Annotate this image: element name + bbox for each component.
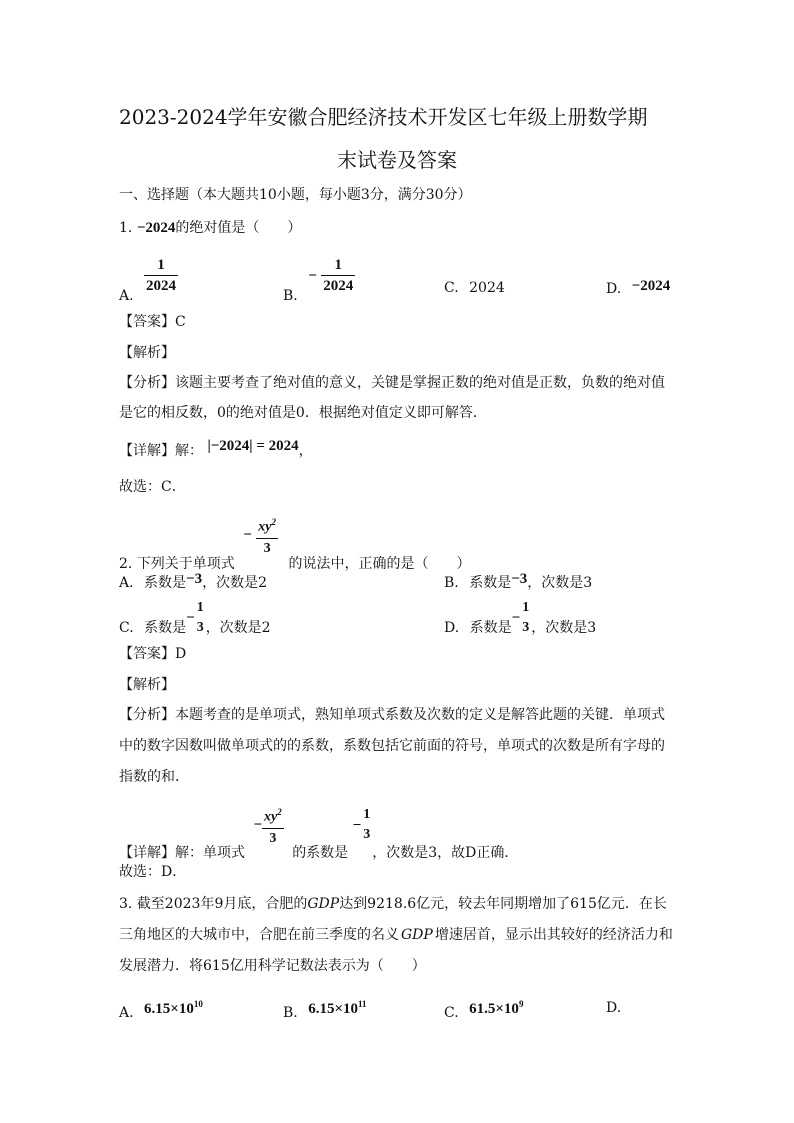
- question-3-line2: [119, 925, 673, 945]
- option-a: [119, 255, 178, 304]
- fraction: [321, 255, 355, 296]
- minus-sign: −: [243, 527, 252, 544]
- minus-sign: −: [511, 610, 521, 626]
- analysis-heading-2: 【解析】: [119, 677, 175, 693]
- question-text: 达到9218.6亿元，较去年同期增加了615亿元．在长: [339, 896, 667, 912]
- analysis-2-line2: 中的数字因数叫做单项式的的系数，系数包括它前面的符号，单项式的次数是所有字母的: [119, 738, 665, 754]
- option-label: D.: [606, 281, 622, 297]
- question-text: 增速居首，显示出其较好的经济活力和: [434, 927, 673, 943]
- option-label: C.: [119, 620, 134, 636]
- analysis-1: [119, 373, 665, 393]
- analysis-text: 该题主要考查了绝对值的意义，关键是掌握正数的绝对值是正数，负数的绝对值: [175, 375, 665, 391]
- numerator: 1: [196, 600, 204, 615]
- fraction: [144, 255, 178, 296]
- denominator: 2024: [144, 275, 178, 296]
- option-text: 系数是: [469, 575, 512, 591]
- option-text: 系数是: [144, 575, 187, 591]
- detail-tag: 【详解】: [119, 443, 175, 459]
- section-heading: 一、选择题（本大题共10小题，每小题3分，满分30分）: [119, 187, 472, 203]
- conclusion-1: 故选：C．: [119, 479, 186, 495]
- page-title-line1: 2023-2024学年安徽合肥经济技术开发区七年级上册数学期: [119, 105, 648, 129]
- minus-sign: −: [186, 610, 195, 626]
- gdp-term: GDP: [401, 927, 433, 943]
- minus-sign: −: [308, 267, 317, 284]
- question-text: 下列关于单项式: [136, 556, 235, 573]
- fraction: [262, 802, 284, 849]
- question-number: 1.: [119, 220, 133, 236]
- option-label: C.: [444, 280, 459, 296]
- fraction: [520, 598, 531, 638]
- analysis-heading-1: 【解析】: [119, 345, 175, 361]
- analysis-tag: 【分析】: [119, 707, 175, 723]
- fraction: [195, 598, 206, 638]
- denominator: 3: [522, 620, 530, 635]
- question-text: 截至2023年9月底，合肥的: [136, 896, 308, 912]
- option-a: [119, 573, 267, 593]
- option-text: 系数是: [469, 620, 512, 636]
- detail-text: 的系数是: [292, 845, 349, 862]
- option-d: [606, 998, 621, 1018]
- answer-1: 【答案】C: [119, 314, 186, 330]
- question-1: [119, 218, 301, 238]
- math-expression: −3: [186, 571, 203, 587]
- question-number: 3.: [119, 896, 133, 912]
- option-text: 2024: [469, 280, 505, 296]
- option-d: [444, 598, 596, 638]
- option-label: B.: [283, 287, 298, 304]
- denominator: 3: [196, 620, 204, 635]
- denominator: 3: [262, 828, 284, 849]
- question-number: 2.: [119, 556, 133, 573]
- math-expression: −2024: [136, 220, 176, 236]
- numerator: $xy^2$: [258, 517, 276, 535]
- detail-text: 解：单项式: [175, 845, 245, 862]
- analysis-2-line3: 指数的和．: [119, 769, 189, 785]
- option-label: B.: [283, 1005, 298, 1021]
- question-text: 的绝对值是（ ）: [175, 220, 302, 236]
- option-b: [444, 573, 592, 593]
- option-label: D.: [444, 620, 460, 636]
- denominator: 3: [363, 827, 371, 843]
- option-text: ，次数是2: [205, 620, 271, 636]
- minus-sign: −: [352, 817, 362, 834]
- option-c: [444, 278, 505, 298]
- analysis-text: 本题考查的是单项式，熟知单项式系数及次数的定义是解答此题的关键．单项式: [175, 707, 665, 723]
- option-text: ，次数是3: [527, 575, 593, 591]
- conclusion-2: 故选：D．: [119, 864, 187, 880]
- option-b: [283, 994, 367, 1019]
- math-expression: $6.15\times 10^{10}$: [144, 999, 203, 1017]
- option-label: D.: [606, 1000, 622, 1016]
- option-label: B.: [444, 575, 459, 591]
- math-expression: |−2024| = 2024: [207, 438, 299, 454]
- denominator: 2024: [321, 275, 355, 296]
- question-text: 三角地区的大城市中，合肥在前三季度的名义: [119, 927, 399, 943]
- numerator: 1: [522, 600, 530, 615]
- math-expression: $6.15\times 10^{11}$: [308, 999, 367, 1017]
- option-label: A.: [119, 287, 134, 304]
- math-expression: $61.5\times 10^9$: [469, 999, 524, 1017]
- option-text: ，次数是3: [531, 620, 597, 636]
- option-d: [606, 276, 670, 296]
- denominator: 3: [256, 538, 278, 559]
- detail-1: [119, 438, 313, 461]
- option-c: [119, 598, 271, 638]
- detail-text: ，: [298, 443, 313, 459]
- option-c: [444, 994, 523, 1019]
- detail-2: [119, 802, 519, 862]
- analysis-1-line2: 是它的相反数，0的绝对值是0．根据绝对值定义即可解答．: [119, 405, 487, 421]
- option-label: A.: [119, 1005, 134, 1021]
- numerator: $xy^2$: [264, 807, 282, 825]
- fraction: [361, 805, 372, 845]
- question-3-line1: [119, 894, 667, 914]
- numerator: 1: [363, 807, 371, 823]
- analysis-tag: 【分析】: [119, 375, 175, 391]
- gdp-term: GDP: [307, 896, 340, 912]
- option-text: −2024: [631, 278, 671, 294]
- option-text: ，次数是2: [202, 575, 267, 591]
- minus-sign: −: [253, 817, 263, 834]
- question-3-line3: 发展潜力．将615亿用科学记数法表示为（ ）: [119, 958, 426, 974]
- fraction: [256, 512, 278, 559]
- detail-tag: 【详解】: [119, 845, 175, 862]
- page-title-line2: 末试卷及答案: [337, 148, 457, 172]
- option-label: C.: [444, 1005, 459, 1021]
- detail-text: 解：: [175, 443, 203, 459]
- option-label: A.: [119, 575, 134, 591]
- numerator: 1: [157, 257, 165, 273]
- math-expression: −3: [511, 571, 528, 587]
- option-text: 系数是: [144, 620, 187, 636]
- analysis-2: [119, 705, 665, 725]
- numerator: 1: [334, 257, 342, 273]
- answer-2: 【答案】D: [119, 646, 187, 662]
- question-2: [119, 512, 471, 573]
- option-a: [119, 994, 203, 1019]
- option-b: [283, 255, 355, 304]
- question-text: 的说法中，正确的是（ ）: [288, 556, 471, 573]
- detail-text: ，次数是3，故D正确．: [372, 845, 519, 862]
